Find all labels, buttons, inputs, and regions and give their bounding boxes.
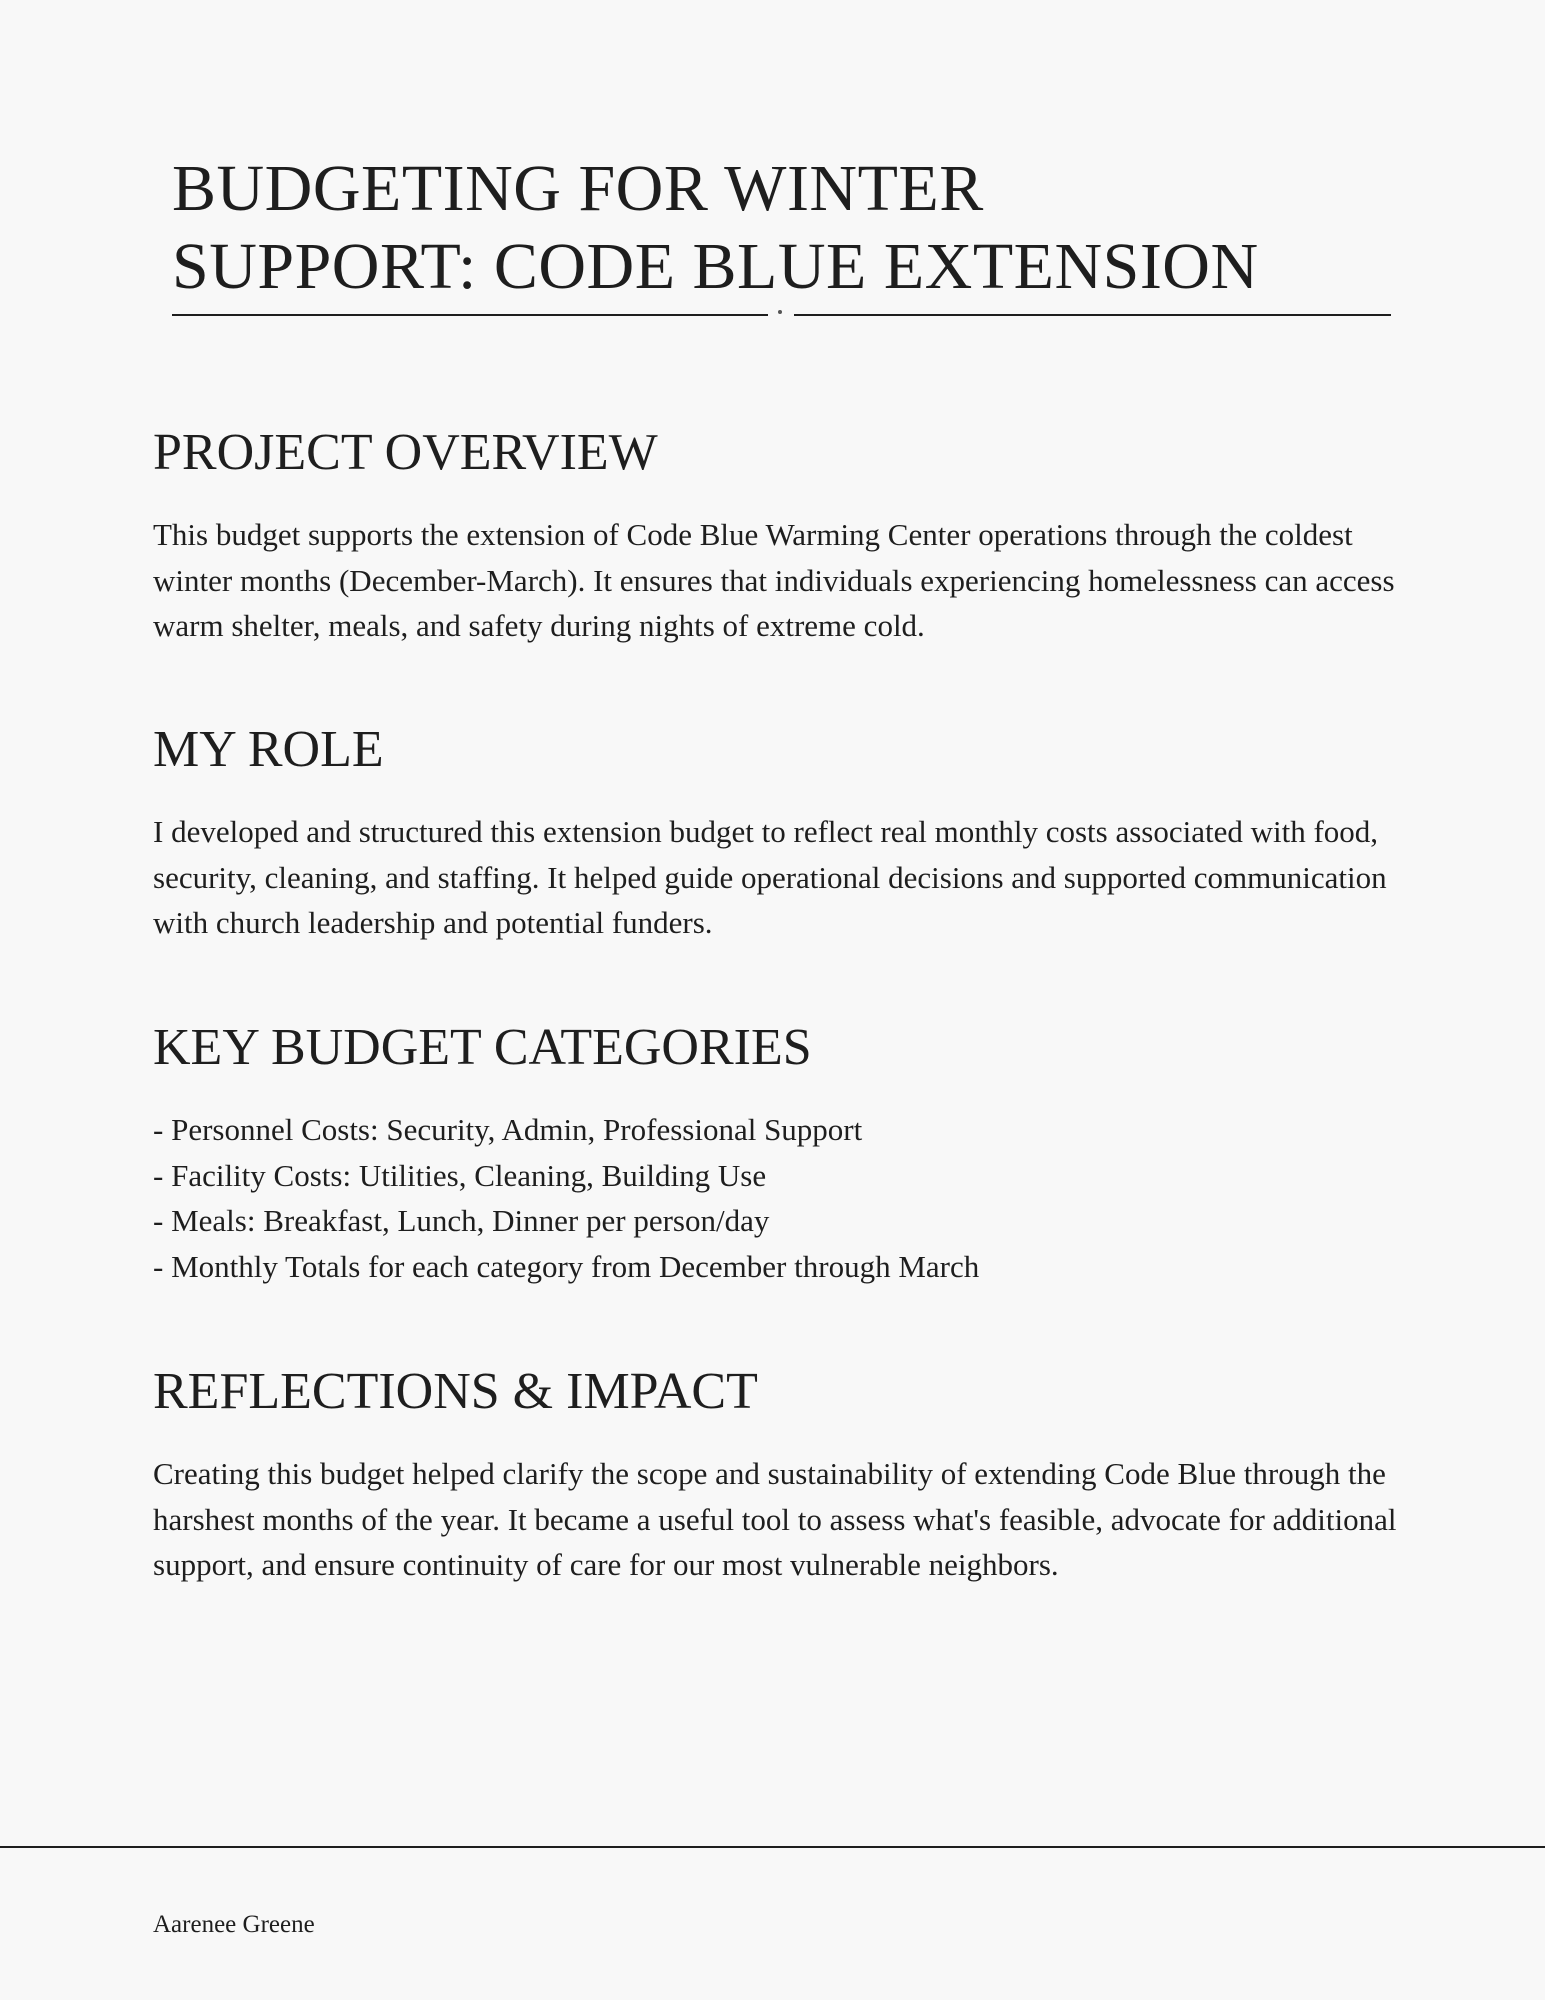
title-divider-left bbox=[172, 314, 768, 316]
title-divider-dot bbox=[778, 310, 782, 314]
reflections-impact-heading: REFLECTIONS & IMPACT bbox=[153, 1363, 758, 1420]
page-title-line-2: SUPPORT: CODE BLUE EXTENSION bbox=[172, 230, 1259, 303]
project-overview-body: This budget supports the extension of Code Blue Warming Center operations through the coldest winter months (December-March). It ensures that individuals experiencing homelessness can access warm shelter, meals, and safety during nights of extreme cold. bbox=[153, 517, 1395, 643]
list-item: - Meals: Breakfast, Lunch, Dinner per person/day bbox=[153, 1203, 770, 1238]
page-title bbox=[172, 150, 1259, 306]
my-role-body: I developed and structured this extension budget to reflect real monthly costs associated with food, security, cleaning, and staffing. It helped guide operational decisions and supported communication with church leadership and potential funders. bbox=[153, 814, 1387, 940]
budget-categories-list bbox=[153, 1107, 1398, 1289]
key-budget-categories-heading: KEY BUDGET CATEGORIES bbox=[153, 1019, 812, 1076]
project-overview-heading: PROJECT OVERVIEW bbox=[153, 424, 658, 481]
title-divider-right bbox=[794, 314, 1391, 316]
footer-divider bbox=[0, 1846, 1545, 1848]
list-item: - Monthly Totals for each category from December through March bbox=[153, 1248, 980, 1284]
footer-author: Aarenee Greene bbox=[153, 1911, 315, 1938]
my-role-heading: MY ROLE bbox=[153, 721, 384, 778]
reflections-impact-body: Creating this budget helped clarify the scope and sustainability of extending Code Blue through the harshest months of the year. It became a useful tool to assess what's feasible, advocate for additional support, and ensure continuity of care for our most vulnerable neighbors. bbox=[153, 1456, 1397, 1582]
list-item: - Facility Costs: Utilities, Cleaning, Building Use bbox=[153, 1157, 767, 1193]
list-item: - Personnel Costs: Security, Admin, Professional Support bbox=[153, 1112, 863, 1147]
page-title-line-1: BUDGETING FOR WINTER bbox=[172, 152, 984, 225]
